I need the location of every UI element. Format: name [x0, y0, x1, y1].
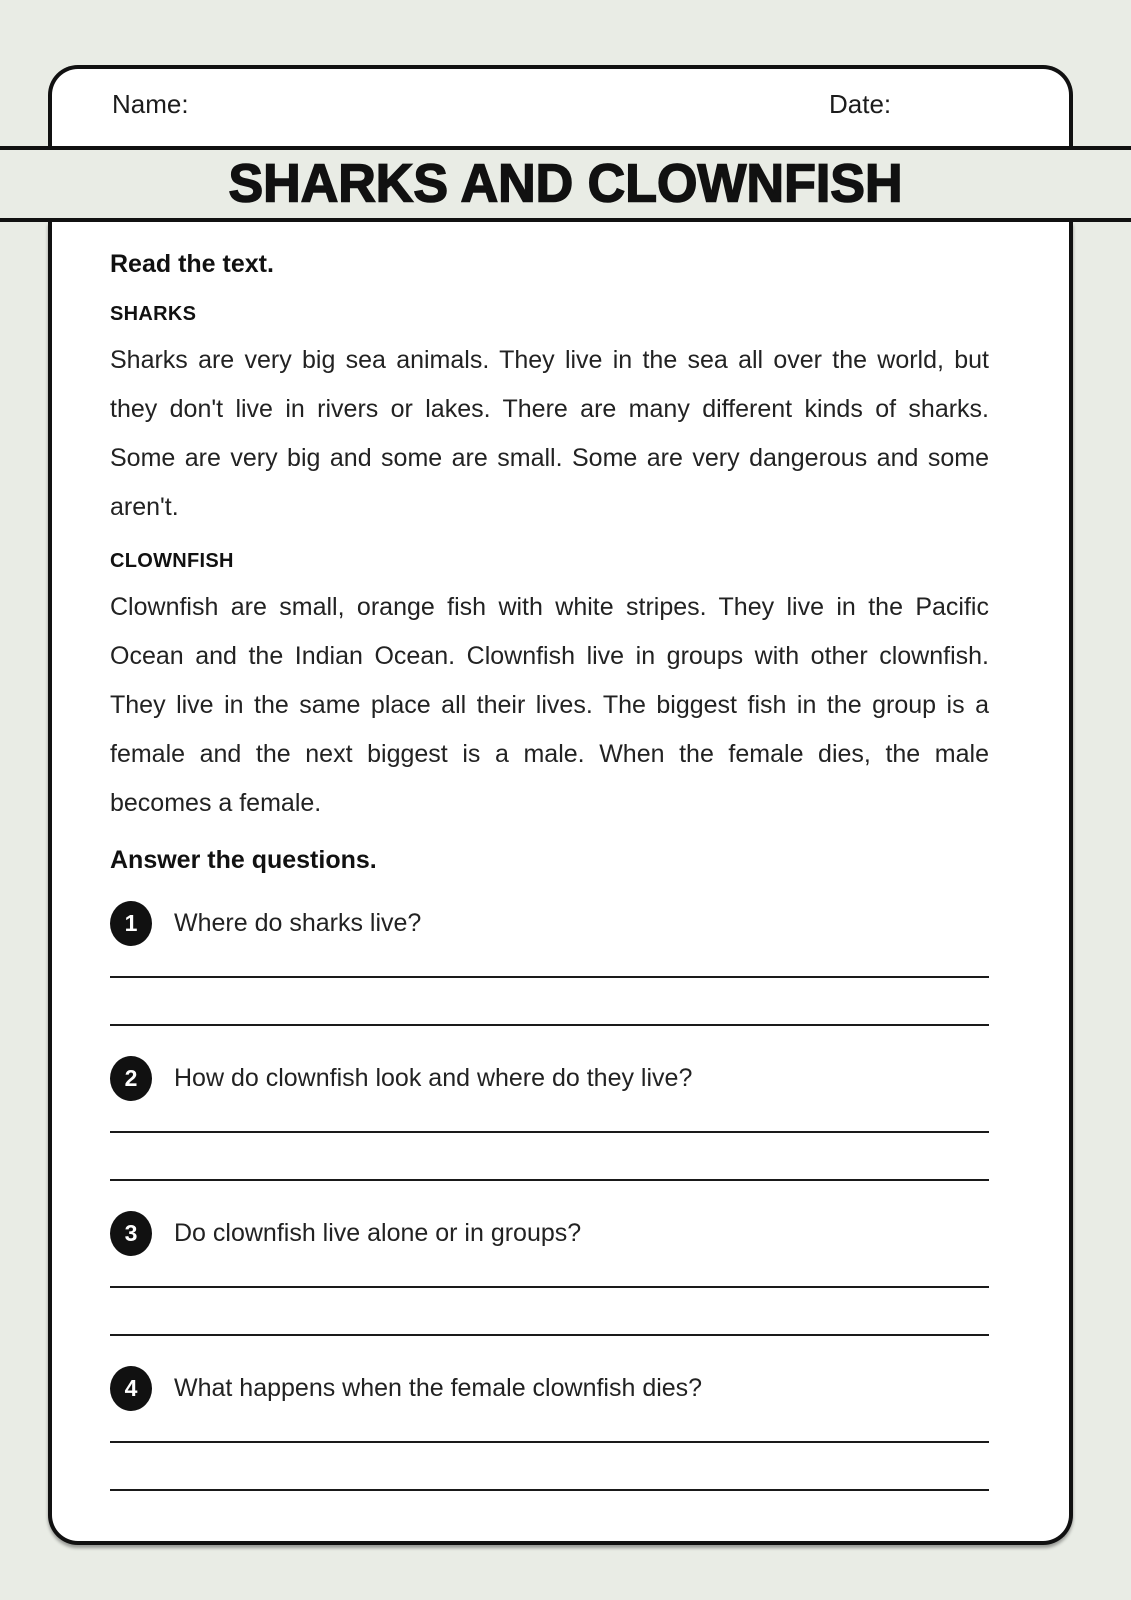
question-1-text: Where do sharks live?: [174, 909, 422, 937]
passage-text-sharks: Sharks are very big sea animals. They live in the sea all over the world, but they don't live in rivers or lakes. There are many different kinds of sharks. Some are very big and some are small. Some are very dangerous and some aren't.: [110, 346, 989, 521]
question-4-answer-line-1[interactable]: [110, 1441, 989, 1443]
question-2-number-badge: 2: [110, 1056, 152, 1101]
title-banner: [0, 146, 1131, 222]
worksheet-title: SHARKS AND CLOWNFISH: [228, 153, 903, 215]
question-2-answer-line-1[interactable]: [110, 1131, 989, 1133]
passage-heading-sharks: SHARKS: [110, 303, 197, 325]
question-2-text: How do clownfish look and where do they live?: [174, 1064, 693, 1092]
question-4-row: [110, 1366, 989, 1411]
read-instruction: Read the text.: [110, 250, 274, 278]
answer-instruction: Answer the questions.: [110, 846, 377, 874]
question-3-answer-line-2[interactable]: [110, 1334, 989, 1336]
name-label: Name:: [112, 89, 189, 119]
question-3-answer-line-1[interactable]: [110, 1286, 989, 1288]
question-1-number-badge: 1: [110, 901, 152, 946]
question-1-answer-line-2[interactable]: [110, 1024, 989, 1026]
date-label: Date:: [829, 89, 892, 119]
question-4-answer-line-2[interactable]: [110, 1489, 989, 1491]
question-3-number-badge: 3: [110, 1211, 152, 1256]
question-2: [110, 1056, 989, 1181]
question-3: [110, 1211, 989, 1336]
question-4-number-badge: 4: [110, 1366, 152, 1411]
name-date-header: [48, 65, 1073, 155]
question-1-row: [110, 901, 989, 946]
question-3-row: [110, 1211, 989, 1256]
question-3-text: Do clownfish live alone or in groups?: [174, 1219, 582, 1247]
name-input-area[interactable]: [202, 89, 762, 121]
passage-text-clownfish: Clownfish are small, orange fish with white stripes. They live in the Pacific Ocean and the Indian Ocean. Clownfish live in groups with other clownfish. They live in the same place all their lives. The biggest fish in the group is a female and the next biggest is a male. When the female dies, the male becomes a female.: [110, 593, 989, 817]
question-4-text: What happens when the female clownfish dies?: [174, 1374, 703, 1402]
question-2-answer-line-2[interactable]: [110, 1179, 989, 1181]
question-2-row: [110, 1056, 989, 1101]
worksheet-body: [48, 222, 1073, 1545]
date-input-area[interactable]: [902, 89, 1082, 121]
question-4: [110, 1366, 989, 1491]
question-1: [110, 901, 989, 1026]
passage-heading-clownfish: CLOWNFISH: [110, 550, 234, 572]
question-1-answer-line-1[interactable]: [110, 976, 989, 978]
